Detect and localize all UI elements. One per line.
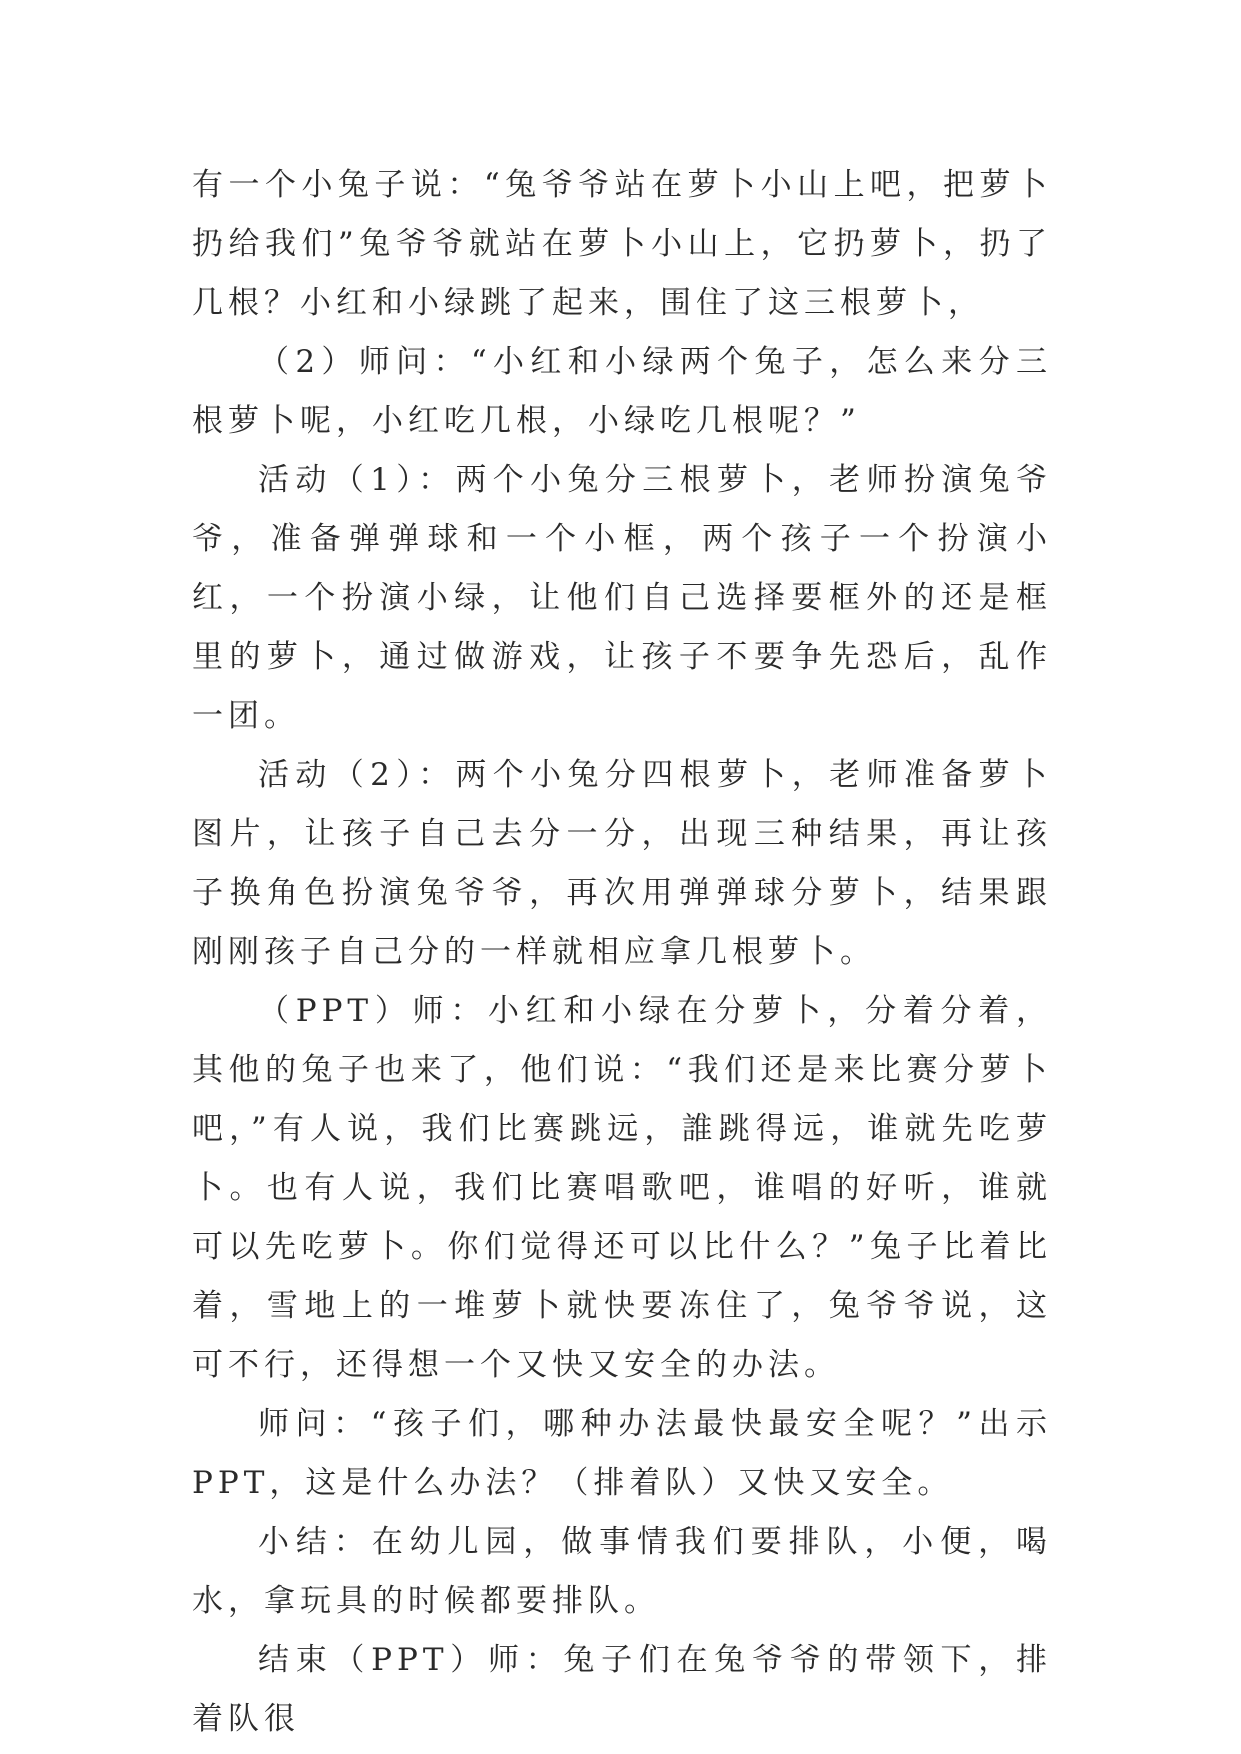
document-body [192, 156, 1052, 1749]
paragraph-ending: 结束（PPT）师：兔子们在兔爷爷的带领下，排着队很 [192, 1642, 1052, 1737]
paragraph-activity-1: 活动（1）：两个小兔分三根萝卜，老师扮演兔爷爷，准备弹弹球和一个小框，两个孩子一个扮演小红，一个扮演小绿，让他们自己选择要框外的还是框里的萝卜，通过做游戏，让孩子不要争先恐后，乱作一团。 [192, 462, 1052, 734]
paragraph-teacher-question-2: （2）师问：“小红和小绿两个兔子，怎么来分三根萝卜呢，小红吃几根，小绿吃几根呢？” [192, 344, 1052, 439]
paragraph-activity-2: 活动（2）：两个小兔分四根萝卜，老师准备萝卜图片，让孩子自己去分一分，出现三种结果，再让孩子换角色扮演兔爷爷，再次用弹弹球分萝卜，结果跟刚刚孩子自己分的一样就相应拿几根萝卜。 [192, 757, 1052, 970]
paragraph-rabbit-grandpa-throws-carrots: 有一个小兔子说：“兔爷爷站在萝卜小山上吧，把萝卜扔给我们”兔爷爷就站在萝卜小山上，它扔萝卜，扔了几根？小红和小绿跳了起来，围住了这三根萝卜， [192, 167, 1052, 321]
paragraph-summary: 小结：在幼儿园，做事情我们要排队，小便，喝水，拿玩具的时候都要排队。 [192, 1524, 1052, 1619]
paragraph-ppt-competition: （PPT）师：小红和小绿在分萝卜，分着分着，其他的兔子也来了，他们说：“我们还是来比赛分萝卜吧，”有人说，我们比赛跳远，誰跳得远，谁就先吃萝卜。也有人说，我们比赛唱歌吧，谁唱的好听，谁就可以先吃萝卜。你们觉得还可以比什么？”兔子比着比着，雪地上的一堆萝卜就快要冻住了，兔爷爷说，这可不行，还得想一个又快又安全的办法。 [192, 993, 1052, 1383]
paragraph-teacher-question-safety: 师问：“孩子们，哪种办法最快最安全呢？”出示PPT，这是什么办法？（排着队）又快又安全。 [192, 1406, 1052, 1501]
